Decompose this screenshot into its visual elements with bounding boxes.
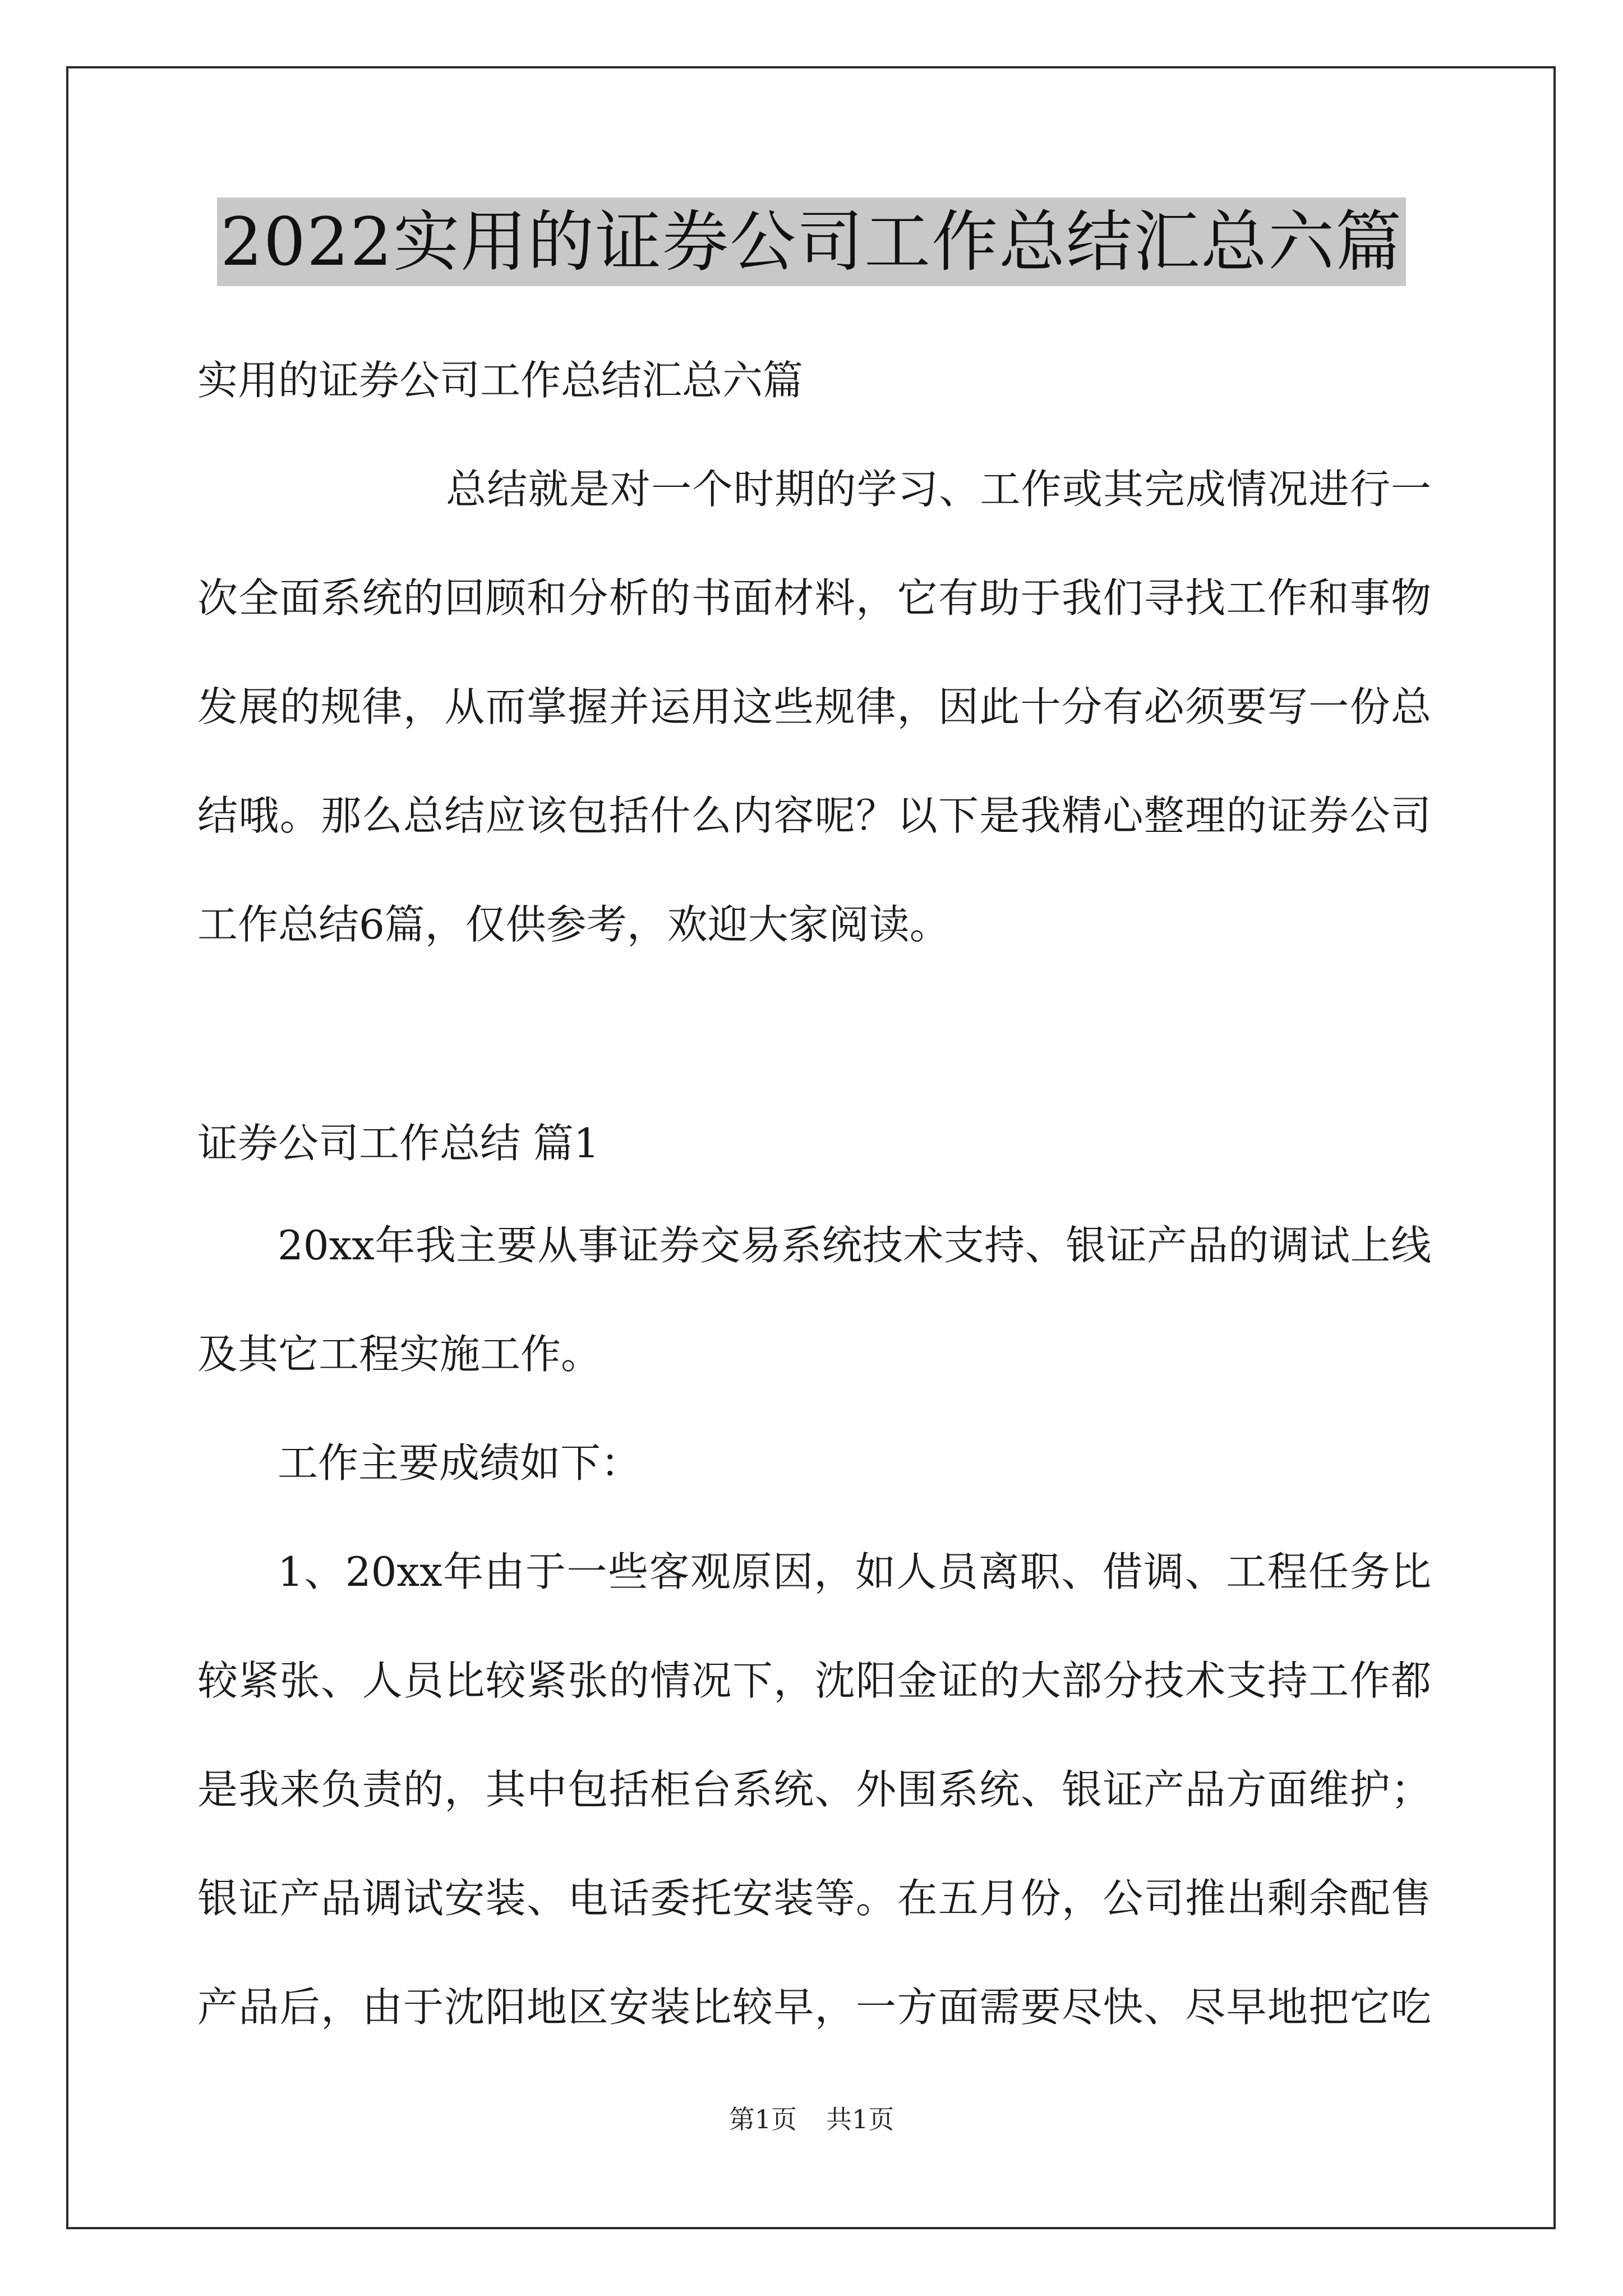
paragraph-line: 次全面系统的回顾和分析的书面材料，它有助于我们寻找工作和事物 <box>197 574 1431 622</box>
paragraph-line: 是我来负责的，其中包括柜台系统、外围系统、银证产品方面维护； <box>197 1766 1431 1813</box>
paragraph-line: 较紧张、人员比较紧张的情况下，沈阳金证的大部分技术支持工作都 <box>197 1657 1431 1704</box>
paragraph-line: 20xx年我主要从事证券交易系统技术支持、银证产品的调试上线 <box>278 1222 1431 1269</box>
paragraph-line: 工作总结6篇，仅供参考，欢迎大家阅读。 <box>197 901 950 948</box>
paragraph-line: 发展的规律，从而掌握并运用这些规律，因此十分有必须要写一份总 <box>197 683 1431 730</box>
page-footer <box>0 2102 1623 2136</box>
paragraph-line: 结哦。那么总结应该包括什么内容呢？以下是我精心整理的证券公司 <box>197 792 1431 839</box>
paragraph-line: 银证产品调试安装、电话委托安装等。在五月份，公司推出剩余配售 <box>197 1875 1431 1922</box>
document-title: 2022实用的证券公司工作总结汇总六篇 <box>217 197 1406 286</box>
subtitle-line: 实用的证券公司工作总结汇总六篇 <box>197 357 804 404</box>
paragraph-line: 总结就是对一个时期的学习、工作或其完成情况进行一 <box>446 466 1431 513</box>
page-total: 共1页 <box>826 2104 895 2134</box>
paragraph-line: 工作主要成绩如下： <box>278 1439 642 1487</box>
page-number: 第1页 <box>728 2104 797 2134</box>
paragraph-line: 产品后，由于沈阳地区安装比较早，一方面需要尽快、尽早地把它吃 <box>197 1984 1431 2031</box>
section-heading: 证券公司工作总结 篇1 <box>197 1120 600 1167</box>
paragraph-line: 及其它工程实施工作。 <box>197 1331 602 1378</box>
title-container <box>0 197 1623 286</box>
paragraph-line: 1、20xx年由于一些客观原因，如人员离职、借调、工程任务比 <box>278 1548 1431 1595</box>
